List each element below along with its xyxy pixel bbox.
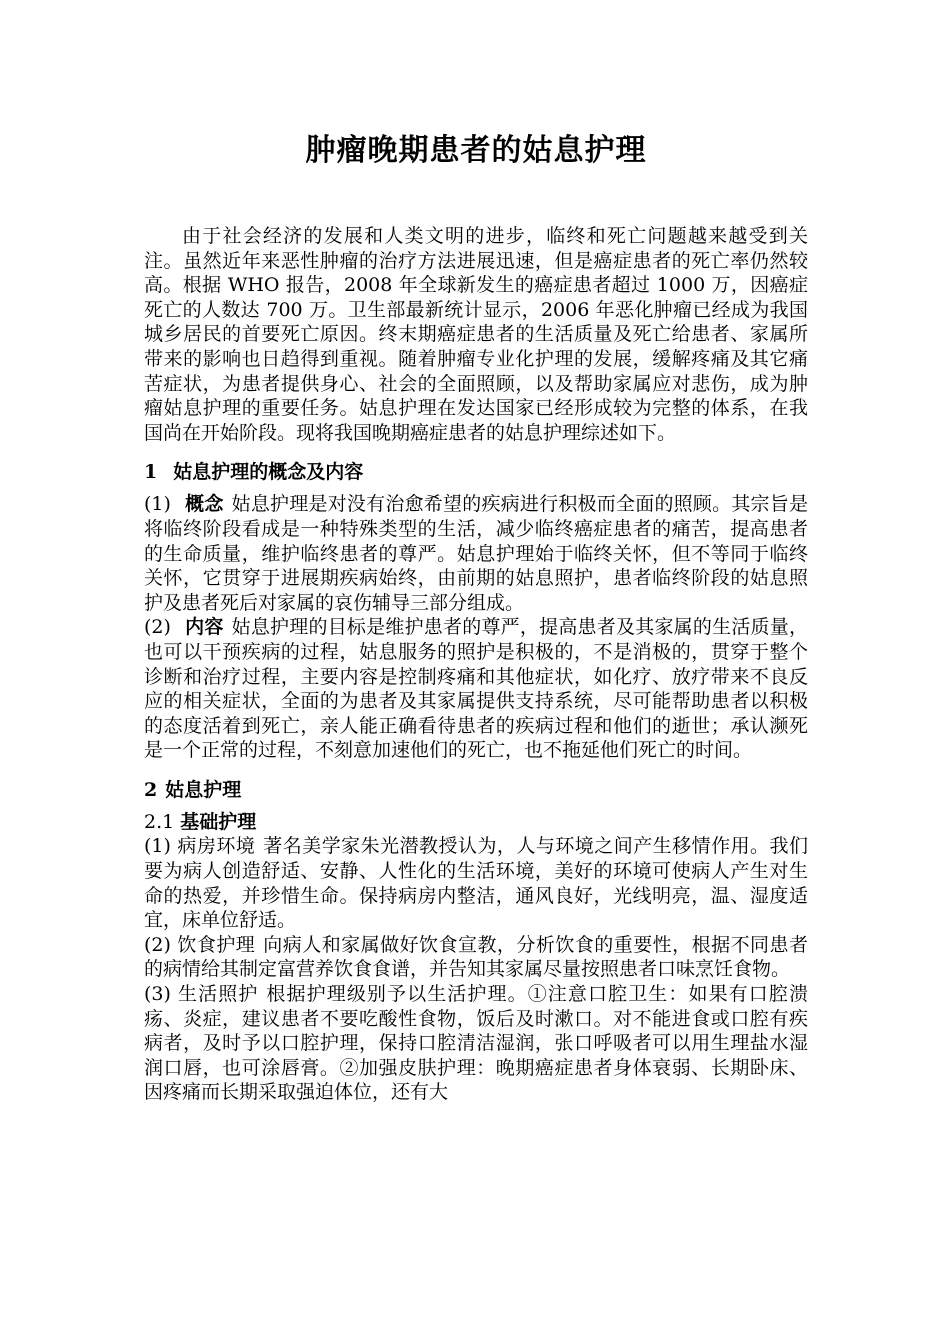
section-2-number: 2 — [144, 778, 158, 801]
subsection-2-1-number: 2.1 — [144, 810, 175, 833]
ward-environment-text: 著名美学家朱光潜教授认为，人与环境之间产生移情作用。我们要为病人创造舒适、安静、人性化的生活环境，美好的环境可使病人产生对生命的热爱，并珍惜生命。保持病房内整洁，通风良好，光线明亮，温、湿度适宜，床单位舒适。 — [144, 835, 808, 932]
diet-care-marker: (2) — [144, 933, 171, 956]
concept-marker: (1) — [144, 493, 171, 516]
concept-text: 姑息护理是对没有治愈希望的疾病进行积极而全面的照顾。其宗旨是将临终阶段看成是一种特殊类型的生活，减少临终癌症患者的痛苦，提高患者的生命质量，维护临终患者的尊严。姑息护理始于临终关怀，但不等同于临终关怀，它贯穿于进展期疾病始终，由前期的姑息照护，患者临终阶段的姑息照护及患者死后对家属的哀伤辅导三部分组成。 — [144, 493, 808, 614]
subsection-2-1-title: 基础护理 — [180, 810, 257, 833]
diet-care-paragraph — [144, 933, 808, 982]
daily-care-text: 根据护理级别予以生活护理。①注意口腔卫生：如果有口腔溃疡、炎症，建议患者不要吃酸性食物，饭后及时漱口。对不能进食或口腔有疾病者，及时予以口腔护理，保持口腔清洁湿润，张口呼吸者可以用生理盐水湿润口唇，也可涂唇膏。②加强皮肤护理：晚期癌症患者身体衰弱、长期卧床、因疼痛而长期采取强迫体位，还有大 — [144, 983, 808, 1104]
ward-environment-marker: (1) — [144, 835, 171, 858]
ward-environment-paragraph — [144, 834, 808, 932]
daily-care-marker: (3) — [144, 983, 171, 1006]
ward-environment-term: 病房环境 — [176, 835, 256, 858]
subsection-2-1-heading — [144, 810, 808, 835]
section-1-number: 1 — [144, 461, 158, 484]
concept-term: 概念 — [184, 493, 224, 516]
section-2-title: 姑息护理 — [165, 778, 242, 801]
section-1-title: 姑息护理的概念及内容 — [173, 461, 364, 484]
content-marker: (2) — [144, 616, 171, 639]
intro-paragraph: 由于社会经济的发展和人类文明的进步，临终和死亡问题越来越受到关注。虽然近年来恶性肿瘤的治疗方法进展迅速，但是癌症患者的死亡率仍然较高。根据 WHO 报告，2008 年全球新发生的癌症患者超过 1000 万，因癌症死亡的人数达 700 万。卫生部最新统计显示，2006 年恶化肿瘤已经成为我国城乡居民的首要死亡原因。终末期癌症患者的生活质量及死亡给患者、家属所带来的影响也日趋得到重视。随着肿瘤专业化护理的发展，缓解疼痛及其它痛苦症状，为患者提供身心、社会的全面照顾，以及帮助家属应对悲伤，成为肿瘤姑息护理的重要任务。姑息护理在发达国家已经形成较为完整的体系，在我国尚在开始阶段。现将我国晚期癌症患者的姑息护理综述如下。 — [144, 225, 808, 444]
content-term: 内容 — [184, 616, 224, 639]
daily-care-paragraph — [144, 982, 808, 1105]
daily-care-term: 生活照护 — [176, 983, 259, 1006]
document-page — [144, 126, 808, 1105]
diet-care-term: 饮食护理 — [176, 933, 256, 956]
document-title: 肿瘤晚期患者的姑息护理 — [305, 133, 647, 168]
section-2-heading — [144, 776, 808, 804]
section-1-heading — [144, 458, 808, 486]
diet-care-text: 向病人和家属做好饮食宣教，分析饮食的重要性，根据不同患者的病情给其制定富营养饮食食谱，并告知其家属尽量按照患者口味烹饪食物。 — [144, 933, 808, 981]
content-text: 姑息护理的目标是维护患者的尊严，提高患者及其家属的生活质量，也可以干预疾病的过程，姑息服务的照护是积极的，不是消极的，贯穿于整个诊断和治疗过程，主要内容是控制疼痛和其他症状，如化疗、放疗带来不良反应的相关症状，全面的为患者及其家属提供支持系统，尽可能帮助患者以积极的态度活着到死亡，亲人能正确看待患者的疾病过程和他们的逝世；承认濒死是一个正常的过程，不刻意加速他们的死亡，也不拖延他们死亡的时间。 — [144, 616, 808, 762]
concept-paragraph — [144, 492, 808, 615]
content-paragraph — [144, 615, 808, 763]
